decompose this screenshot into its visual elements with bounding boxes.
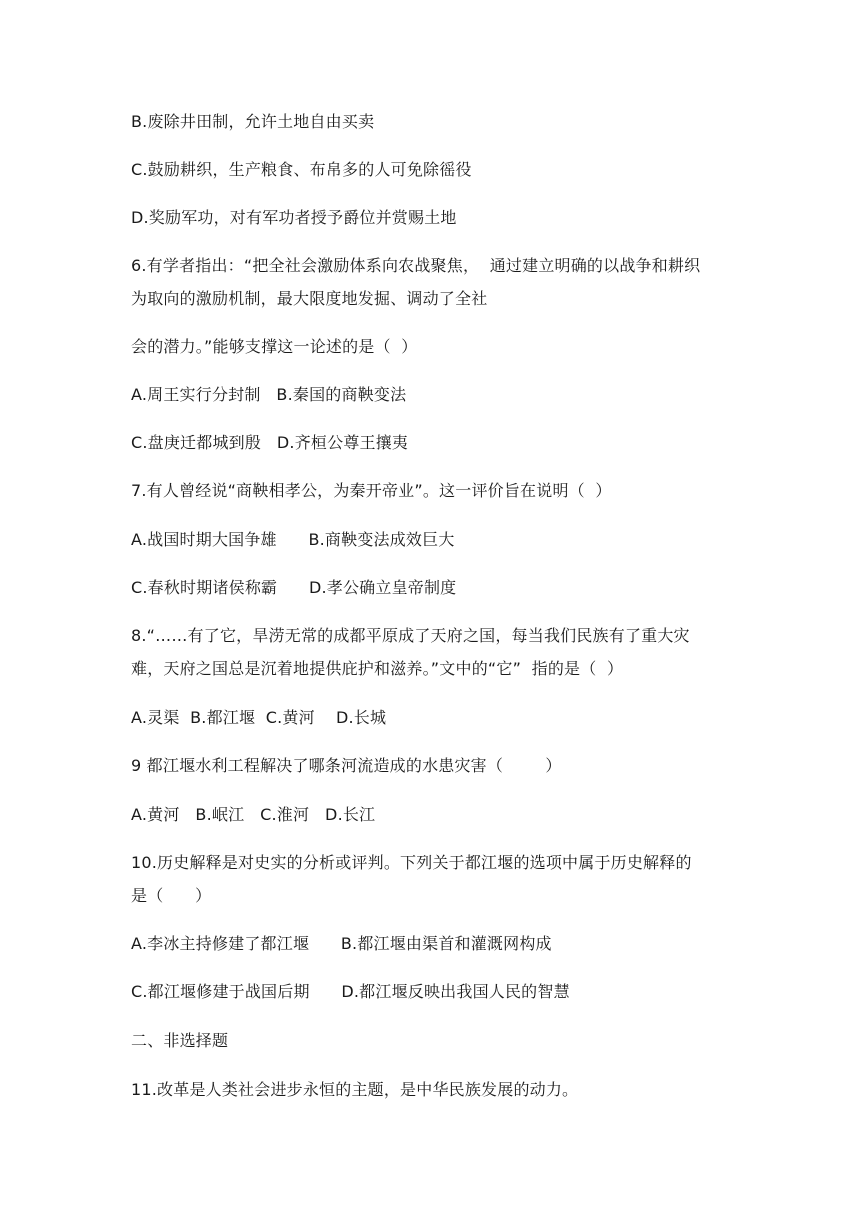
- question-8-line-1: 8.“……有了它，旱涝无常的成都平原成了天府之国，每当我们民族有了重大灾: [131, 626, 690, 645]
- question-8-line-2: 难，天府之国总是沉着地提供庇护和滋养。”文中的“它” 指的是（ ）: [131, 659, 624, 678]
- question-6-line-3: 会的潜力。”能够支撑这一论述的是（ ）: [131, 337, 418, 356]
- options-10-cd: C.都江堰修建于战国后期 D.都江堰反映出我国人民的智慧: [131, 982, 570, 1001]
- options-7-cd: C.春秋时期诸侯称霸 D.孝公确立皇帝制度: [131, 578, 457, 597]
- option-5c: C.鼓励耕织，生产粮食、布帛多的人可免除徭役: [131, 160, 472, 179]
- question-9: 9 都江堰水利工程解决了哪条河流造成的水患灾害（ ）: [131, 756, 562, 775]
- options-9: A.黄河 B.岷江 C.淮河 D.长江: [131, 805, 376, 824]
- options-7-ab: A.战国时期大国争雄 B.商鞅变法成效巨大: [131, 530, 455, 549]
- question-6-line-2: 为取向的激励机制，最大限度地发掘、调动了全社: [131, 289, 488, 308]
- section-heading: 二、非选择题: [131, 1031, 229, 1050]
- options-6-ab: A.周王实行分封制 B.秦国的商鞅变法: [131, 385, 407, 404]
- question-11: 11.改革是人类社会进步永恒的主题，是中华民族发展的动力。: [131, 1080, 579, 1099]
- question-10-line-1: 10.历史解释是对史实的分析或评判。下列关于都江堰的选项中属于历史解释的: [131, 853, 692, 872]
- options-10-ab: A.李冰主持修建了都江堰 B.都江堰由渠首和灌溉网构成: [131, 934, 552, 953]
- question-7: 7.有人曾经说“商鞅相孝公，为秦开帝业”。这一评价旨在说明（ ）: [131, 481, 612, 500]
- question-6-line-1: 6.有学者指出：“把全社会激励体系向农战聚焦， 通过建立明确的以战争和耕织: [131, 256, 701, 275]
- question-10-line-2: 是（ ）: [131, 886, 212, 905]
- option-5b: B.废除井田制，允许土地自由买卖: [131, 112, 375, 131]
- option-5d: D.奖励军功，对有军功者授予爵位并赏赐土地: [131, 208, 457, 227]
- options-6-cd: C.盘庚迁都城到殷 D.齐桓公尊王攘夷: [131, 433, 409, 452]
- options-8: A.灵渠 B.都江堰 C.黄河 D.长城: [131, 708, 387, 727]
